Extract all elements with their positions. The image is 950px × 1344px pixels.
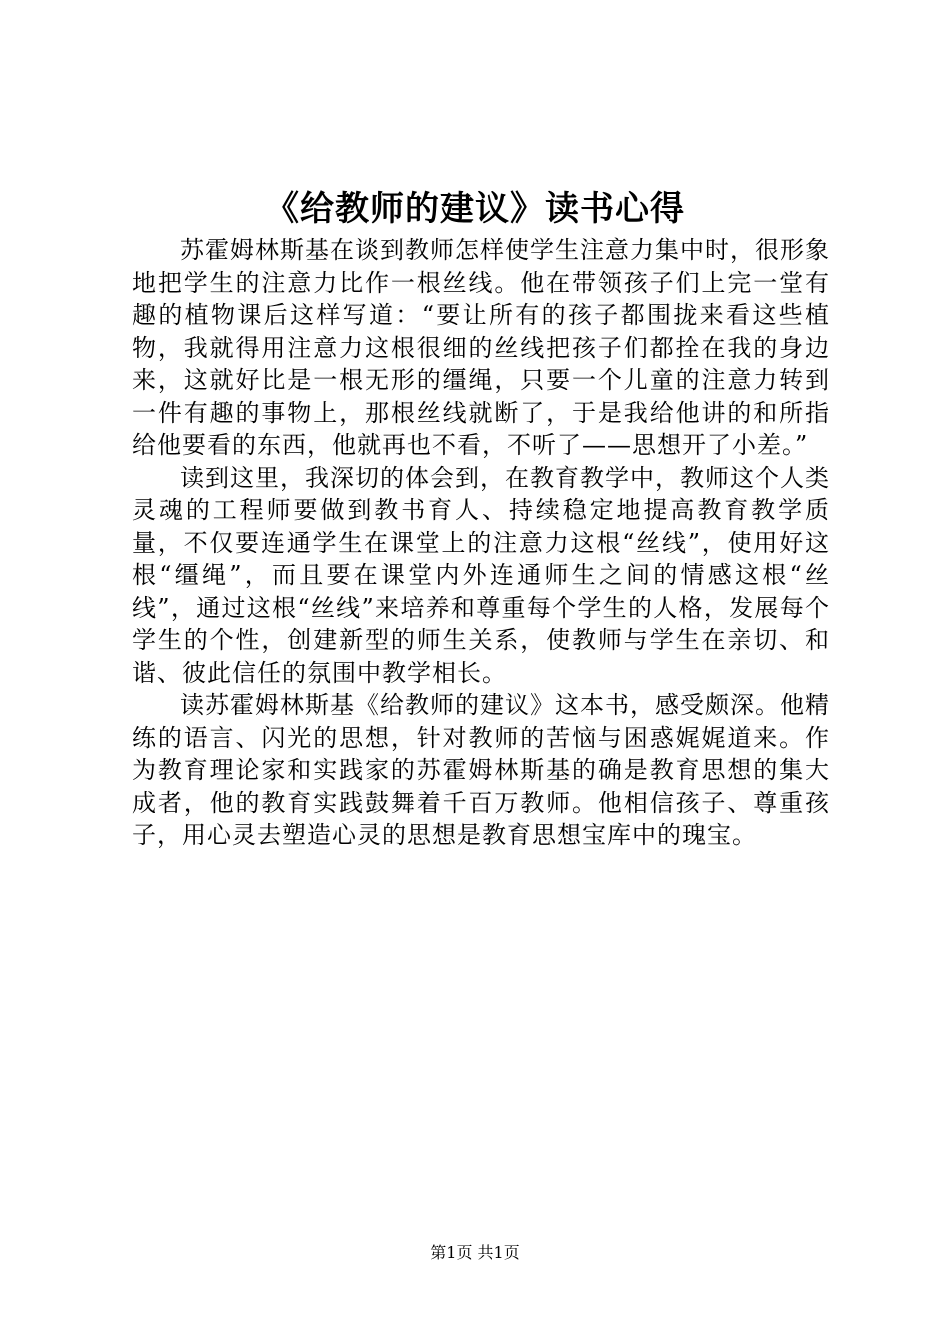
document-title: 《给教师的建议》读书心得 [265,189,685,229]
document-body [132,234,830,852]
paragraph-3: 读苏霍姆林斯基《给教师的建议》这本书，感受颇深。他精练的语言、闪光的思想，针对教师的苦恼与困惑娓娓道来。作为教育理论家和实践家的苏霍姆林斯基的确是教育思想的集大成者，他的教育实践鼓舞着千百万教师。他相信孩子、尊重孩子，用心灵去塑造心灵的思想是教育思想宝库中的瑰宝。 [132,691,830,849]
paragraph-1: 苏霍姆林斯基在谈到教师怎样使学生注意力集中时，很形象地把学生的注意力比作一根丝线。他在带领孩子们上完一堂有趣的植物课后这样写道：“要让所有的孩子都围拢来看这些植物，我就得用注意力这根很细的丝线把孩子们都拴在我的身边来，这就好比是一根无形的缰绳，只要一个儿童的注意力转到一件有趣的事物上，那根丝线就断了，于是我给他讲的和所指给他要看的东西，他就再也不看，不听了——思想开了小差。” [132,236,830,459]
page-footer: 第1页 共1页 [430,1243,520,1262]
paragraph-2: 读到这里，我深切的体会到，在教育教学中，教师这个人类灵魂的工程师要做到教书育人、持续稳定地提高教育教学质量，不仅要连通学生在课堂上的注意力这根“丝线”，使用好这根“缰绳”，而且要在课堂内外连通师生之间的情感这根“丝线”，通过这根“丝线”来培养和尊重每个学生的人格，发展每个学生的个性，创建新型的师生关系，使教师与学生在亲切、和谐、彼此信任的氛围中教学相长。 [132,463,830,687]
